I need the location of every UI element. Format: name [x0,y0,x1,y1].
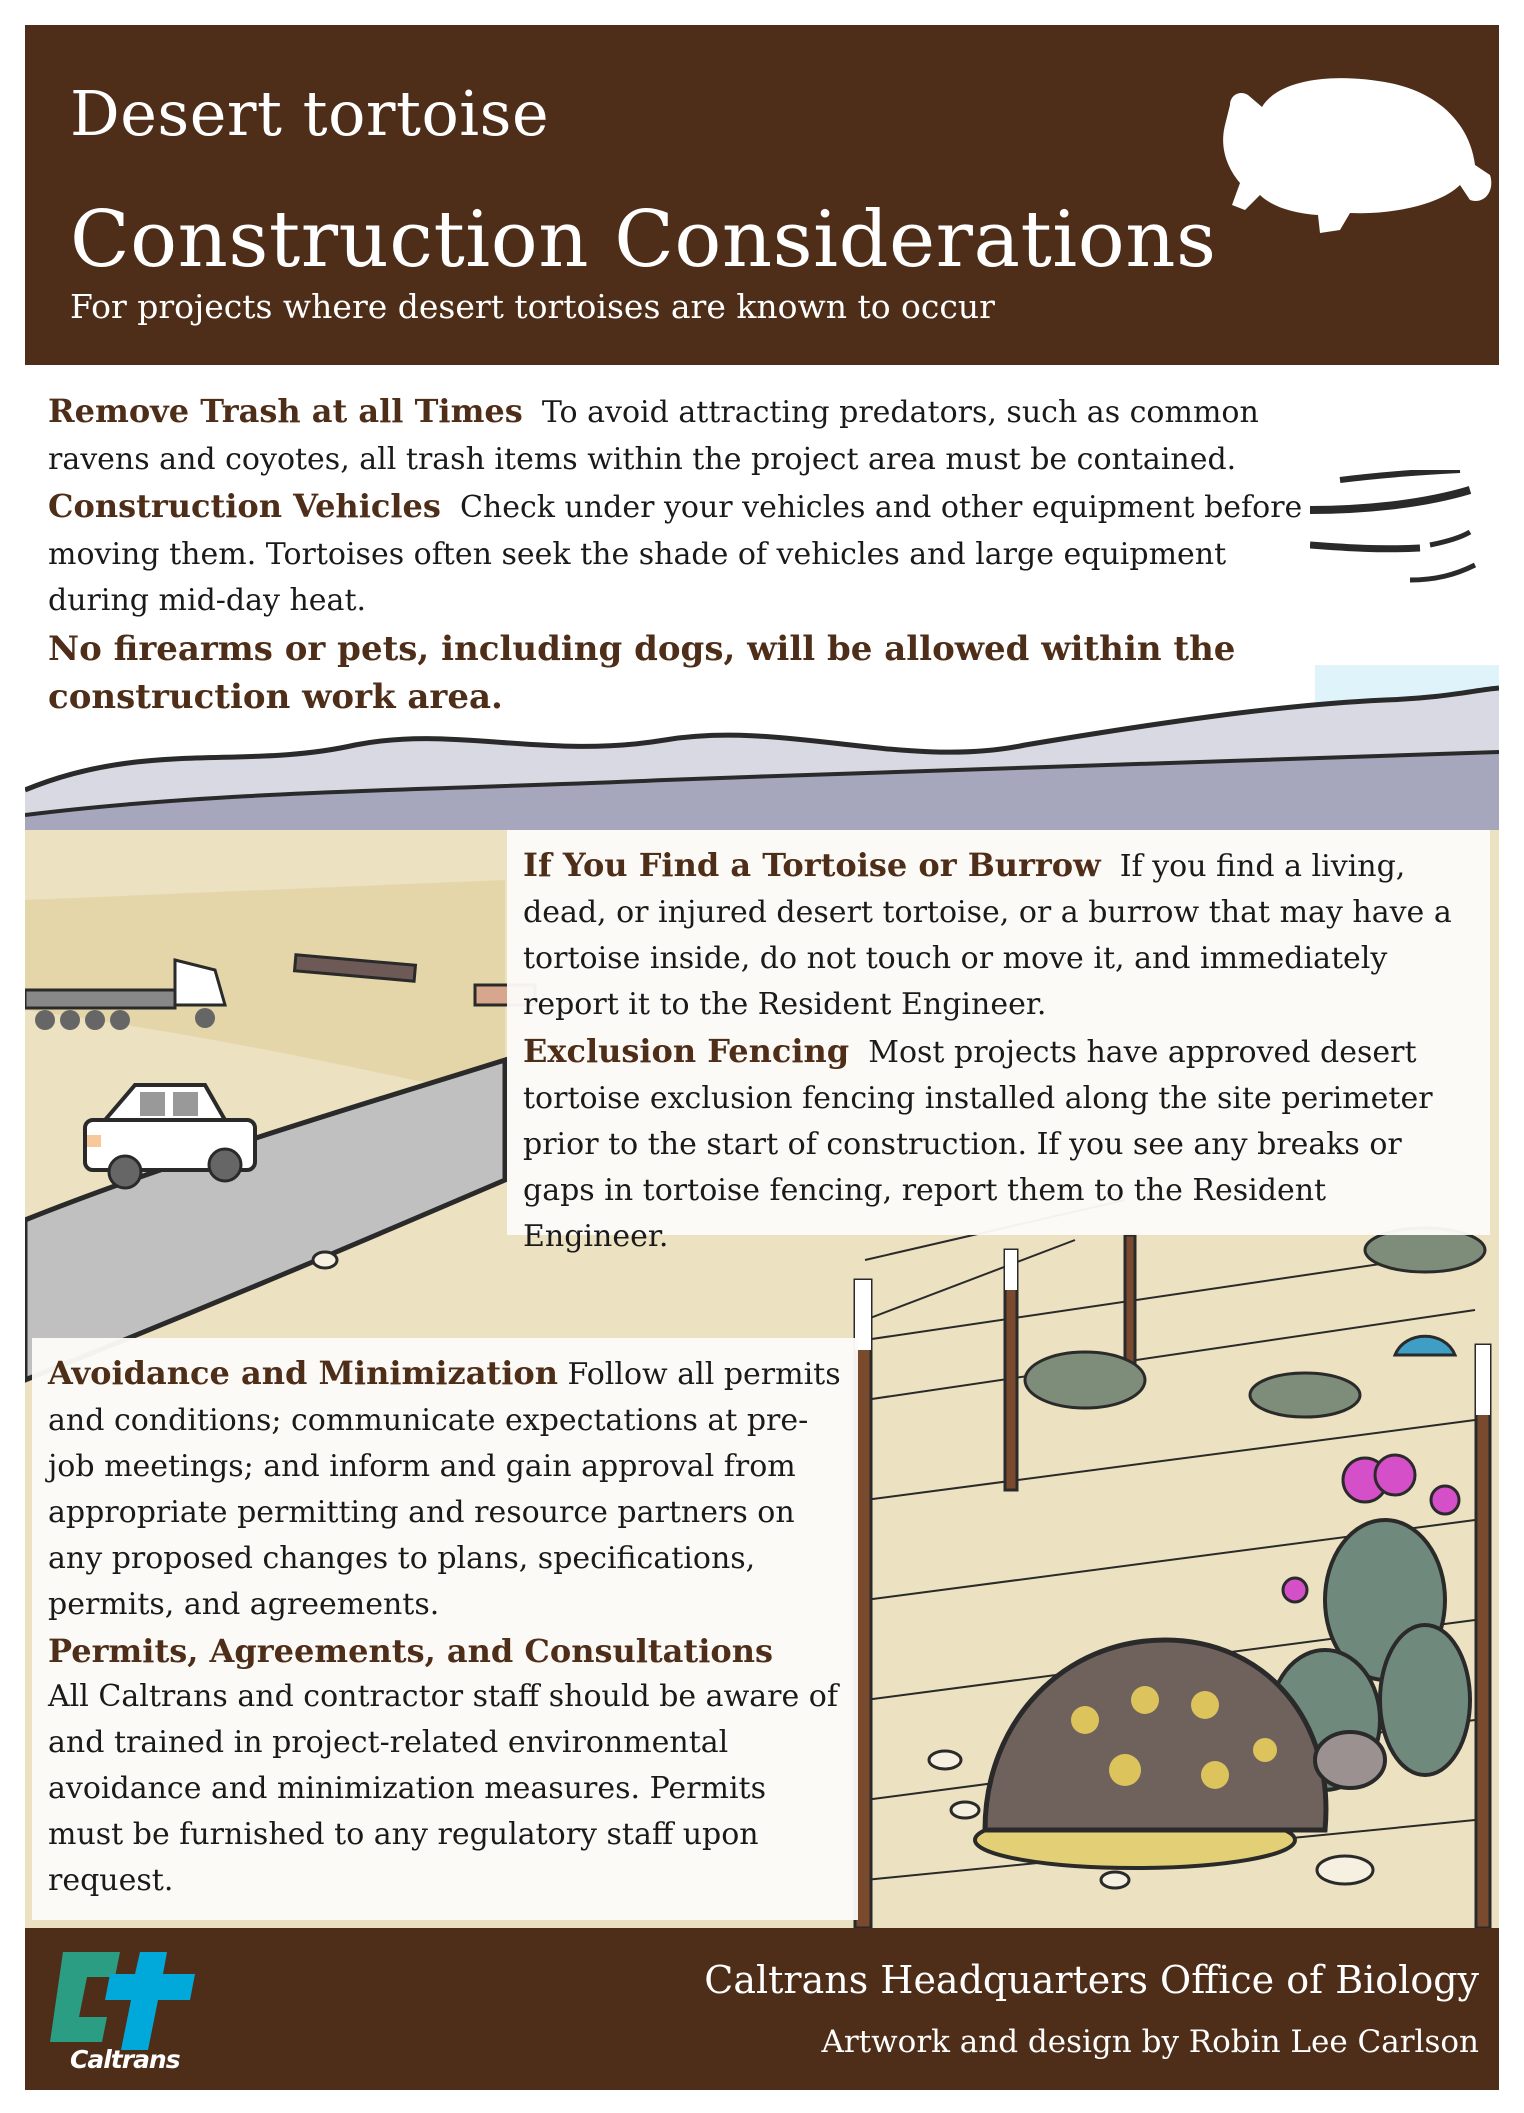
find-tortoise-box [507,830,1490,1254]
section-permits [48,1628,842,1904]
page-subtitle: For projects where desert tortoises are known to occur [70,287,995,326]
footer-banner [25,1928,1499,2090]
section-heading: Permits, Agreements, and Consultations [48,1632,773,1670]
wind-strokes-decoration [1310,470,1480,590]
section-vehicles [48,483,1328,625]
tortoise-silhouette-icon [1170,65,1500,235]
organization-name: Caltrans Headquarters Office of Biology [704,1958,1479,2002]
section-body: All Caltrans and contractor staff should be aware of and trained in project-related environmental avoidance and minimization measures. Permits must be furnished to any regulatory staff upon request. [48,1679,838,1898]
firearms-pets-warning: No firearms or pets, including dogs, will be allowed within the construction work area. [48,628,1236,717]
section-body: Check under your vehicles and other equipment before moving them. Tortoises often seek the shade of vehicles and large equipment during mid-day heat. [48,490,1303,618]
section-avoidance [48,1350,842,1628]
section-trash [48,388,1328,483]
page-title: Construction Considerations [70,195,1217,285]
section-body: If you find a living, dead, or injured desert tortoise, or a burrow that may have a tortoise inside, do not touch or move it, and immediately report it to the Resident Engineer. [523,849,1452,1022]
artwork-credit: Artwork and design by Robin Lee Carlson [821,2024,1479,2060]
section-heading: Exclusion Fencing [523,1032,850,1070]
avoidance-permits-box [32,1338,858,1920]
section-heading: Construction Vehicles [48,487,441,525]
top-guidelines [48,388,1328,721]
caltrans-wordmark: Caltrans [70,2045,180,2074]
section-fencing [523,1028,1474,1260]
section-body: To avoid attracting predators, such as common ravens and coyotes, all trash items within the project area must be contained. [48,395,1259,477]
section-heading: Avoidance and Minimization [48,1354,558,1392]
section-find-tortoise [523,842,1474,1028]
section-heading: If You Find a Tortoise or Burrow [523,846,1101,884]
section-heading: Remove Trash at all Times [48,392,523,430]
header-banner [25,25,1499,365]
section-body: Follow all permits and conditions; communicate expectations at pre-job meetings; and inform and gain approval from appropriate permitting and resource partners on any proposed changes to plans, specifications, permits, and agreements. [48,1357,841,1622]
section-body: Most projects have approved desert tortoise exclusion fencing installed along the site perimeter prior to the start of construction. If you see any breaks or gaps in tortoise fencing, report them to the Resident Engineer. [523,1035,1433,1254]
header-kicker: Desert tortoise [70,77,550,150]
